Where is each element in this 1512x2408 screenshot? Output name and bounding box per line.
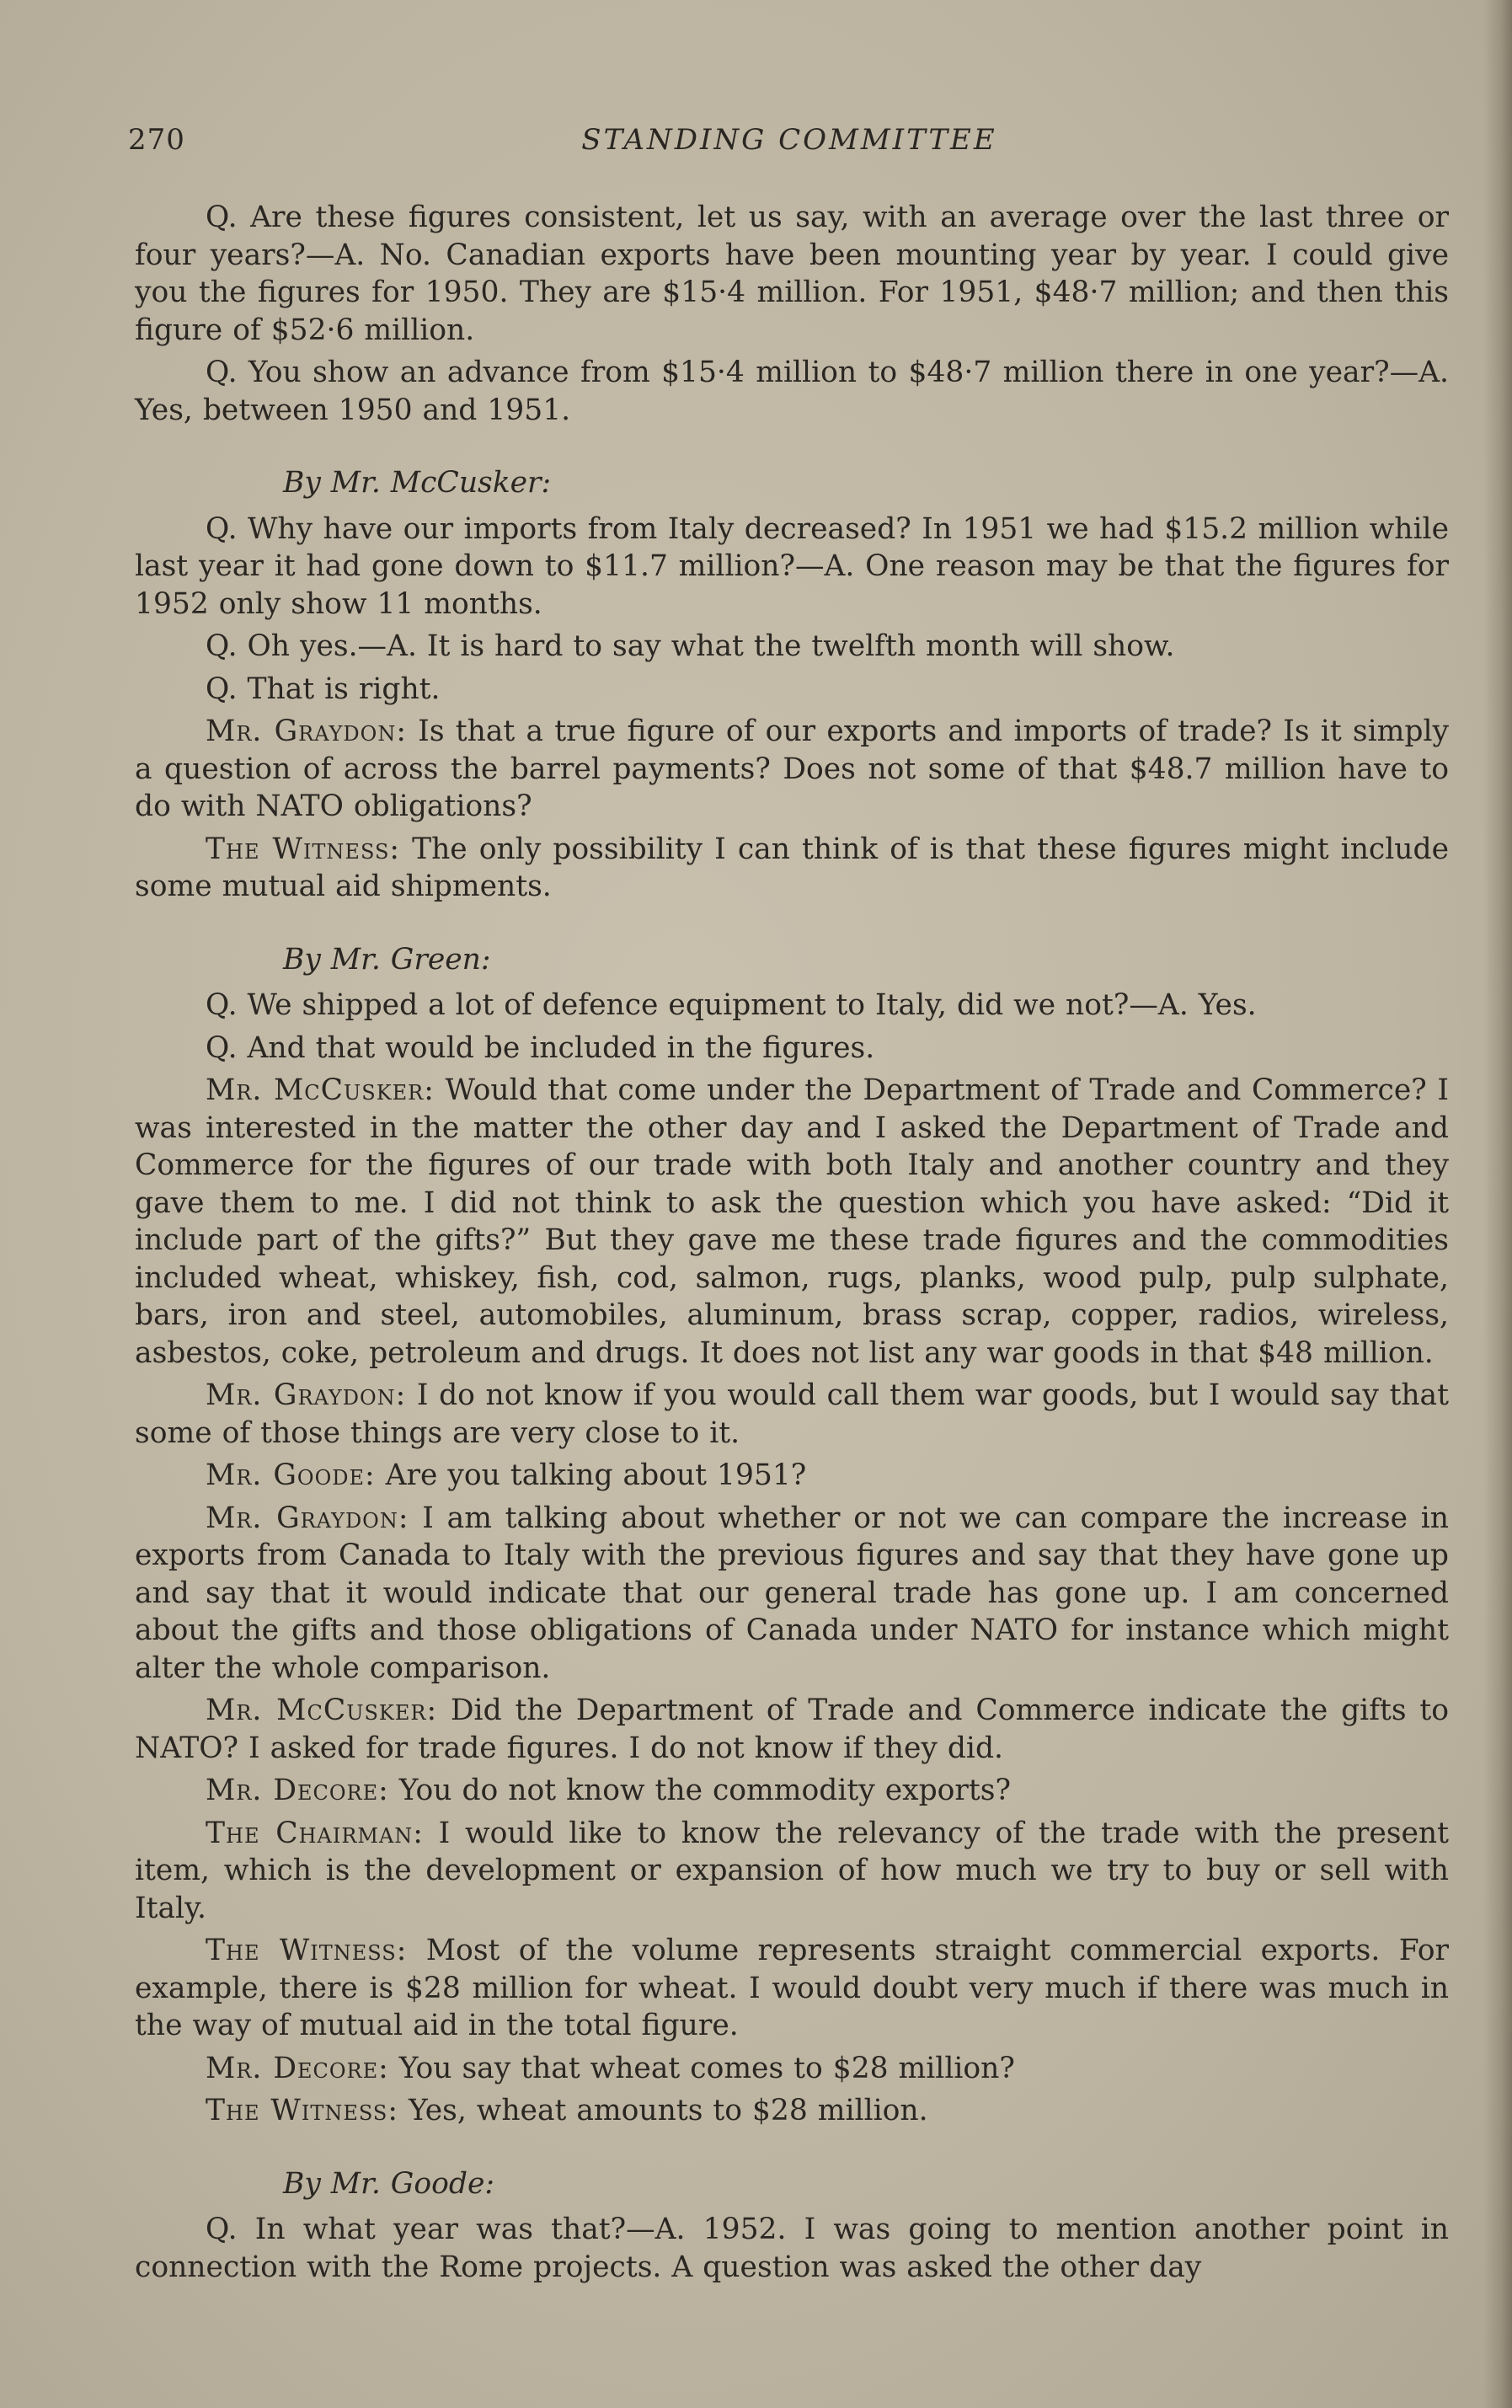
page-header	[128, 123, 1451, 165]
speaker-name: Mr. McCusker:	[206, 1073, 435, 1107]
speaker-paragraph	[135, 1692, 1449, 1767]
body-text	[135, 199, 1449, 2291]
qa-paragraph	[135, 987, 1449, 1025]
speaker-name: Mr. Graydon:	[206, 714, 407, 748]
speaker-paragraph	[135, 1772, 1449, 1810]
paragraph-text: You say that wheat comes to $28 million?	[388, 2051, 1015, 2085]
paragraph-text: I would like to know the relevancy of the trade with the present item, which is the development or expansion of how much we try to buy or sell with Italy.	[135, 1816, 1449, 1925]
paragraph-text: Is that a true figure of our exports and imports of trade? Is it simply a question of across the barrel payments? Does not some of that $48.7 million have to do with NATO obligations?	[135, 714, 1449, 823]
speaker-name: The Witness:	[206, 2094, 398, 2127]
speaker-paragraph	[135, 1815, 1449, 1928]
qa-paragraph	[135, 671, 1449, 709]
speaker-paragraph	[135, 1072, 1449, 1372]
examiner-byline: By Mr. McCusker:	[283, 466, 552, 500]
speaker-paragraph	[135, 713, 1449, 826]
paragraph-text: Q. And that would be included in the figures.	[206, 1030, 875, 1065]
paragraph-text: I do not know if you would call them war goods, but I would say that some of those things are very close to it.	[135, 1378, 1449, 1450]
speaker-name: Mr. Decore:	[206, 1774, 389, 1807]
paragraph-text: Q. You show an advance from $15·4 million to $48·7 million there in one year?—A. Yes, between 1950 and 1951.	[135, 356, 1449, 427]
paragraph-text: Did the Department of Trade and Commerce indicate the gifts to NATO? I asked for trade figures. I do not know if they did.	[135, 1694, 1449, 1765]
page-edge-shadow	[1483, 0, 1512, 2408]
speaker-name: Mr. Graydon:	[206, 1378, 407, 1412]
paragraph-text: You do not know the commodity exports?	[388, 1774, 1011, 1807]
speaker-paragraph	[135, 831, 1449, 906]
speaker-name: Mr. Graydon:	[206, 1501, 409, 1535]
paragraph-text: Most of the volume represents straight commercial exports. For example, there is $28 million for wheat. I would doubt very much if there was much in the way of mutual aid in the total figure.	[135, 1934, 1450, 2042]
speaker-name: Mr. McCusker:	[206, 1694, 438, 1727]
paragraph-text: I am talking about whether or not we can compare the increase in exports from Canada to Italy with the previous figures and say that they have gone up and say that it would indicate that our general trade has gone up. I am concerned about the gifts and those obligations of Canada under NATO for instance which might alter the whole comparison.	[135, 1501, 1449, 1685]
speaker-paragraph	[135, 1500, 1449, 1688]
speaker-paragraph	[135, 1932, 1449, 2045]
qa-paragraph	[135, 1030, 1449, 1068]
qa-paragraph	[135, 511, 1449, 623]
qa-paragraph	[135, 354, 1449, 429]
speaker-name: The Witness:	[206, 832, 401, 866]
speaker-name: The Witness:	[206, 1934, 408, 1967]
paragraph-text: Would that come under the Department of Trade and Commerce? I was interested in the matter the other day and I asked the Department of Trade and Commerce for the figures of our trade with both Italy and another country and they gave them to me. I did not think to ask the question which you have asked: “Did it include part of the gifts?” But they gave me these trade figures and the commodities included wheat, whiskey, fish, cod, salmon, rugs, planks, wood pulp, pulp sulphate, bars, iron and steel, automobiles, aluminum, brass scrap, copper, radios, wireless, asbestos, coke, petroleum and drugs. It does not list any war goods in that $48 million.	[135, 1073, 1449, 1370]
qa-paragraph	[135, 628, 1449, 666]
paragraph-text: Q. That is right.	[206, 672, 441, 706]
qa-paragraph	[135, 199, 1449, 349]
page-number: 270	[128, 123, 185, 157]
paragraph-text: Q. Oh yes.—A. It is hard to say what the twelfth month will show.	[206, 629, 1175, 663]
paragraph-text: The only possibility I can think of is that these figures might include some mutual aid shipments.	[135, 832, 1449, 903]
examiner-byline: By Mr. Green:	[283, 942, 491, 977]
paragraph-text: Q. In what year was that?—A. 1952. I was going to mention another point in connection with the Rome projects. A question was asked the other day	[135, 2213, 1449, 2284]
speaker-paragraph	[135, 2050, 1449, 2088]
paragraph-text: Q. We shipped a lot of defence equipment to Italy, did we not?—A. Yes.	[206, 988, 1257, 1022]
paragraph-text: Q. Why have our imports from Italy decreased? In 1951 we had $15.2 million while last year it had gone down to $11.7 million?—A. One reason may be that the figures for 1952 only show 11 months.	[135, 511, 1449, 621]
paragraph-text: Are you talking about 1951?	[375, 1458, 807, 1492]
paragraph-text: Yes, wheat amounts to $28 million.	[398, 2094, 928, 2127]
speaker-paragraph	[135, 1377, 1449, 1452]
paragraph-text: Q. Are these figures consistent, let us say, with an average over the last three or four years?—A. No. Canadian exports have been mounting year by year. I could give you the figures for 1950. They are $15·4 million. For 1951, $48·7 million; and then this figure of $52·6 million.	[135, 201, 1449, 347]
speaker-paragraph	[135, 1457, 1449, 1495]
examiner-byline: By Mr. Goode:	[283, 2166, 494, 2201]
speaker-name: The Chairman:	[206, 1816, 424, 1850]
speaker-paragraph	[135, 2092, 1449, 2130]
speaker-name: Mr. Goode:	[206, 1458, 376, 1492]
qa-paragraph	[135, 2211, 1449, 2286]
speaker-name: Mr. Decore:	[206, 2051, 389, 2085]
running-head: STANDING COMMITTEE	[581, 123, 997, 157]
